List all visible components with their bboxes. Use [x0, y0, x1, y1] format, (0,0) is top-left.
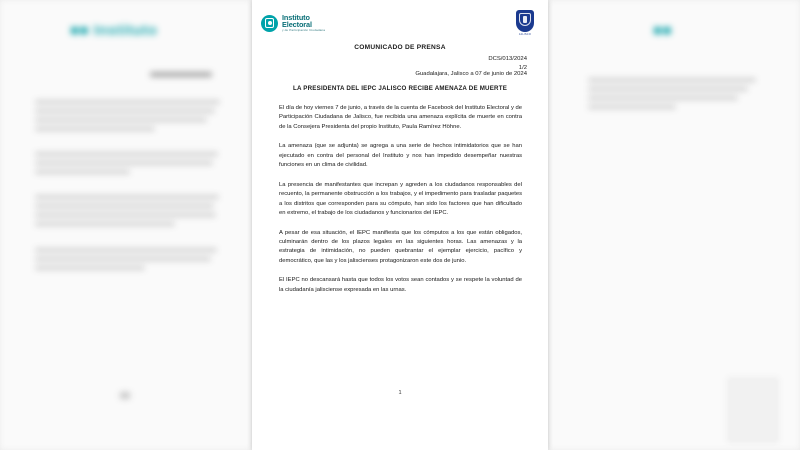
background-paragraph — [588, 78, 758, 114]
document-body — [279, 104, 522, 305]
document-reference-block — [488, 55, 527, 72]
page-number: 1 — [398, 390, 402, 396]
background-paragraph — [35, 152, 220, 179]
document-place-date: Guadalajara, Jalisco a 07 de junio de 2024 — [415, 71, 527, 77]
background-logo-icon: ■■ — [653, 22, 673, 39]
document-reference: DCS/013/2024 — [488, 56, 527, 62]
logo-line-3: y de Participación Ciudadana — [282, 28, 326, 33]
next-page-preview[interactable] — [548, 0, 800, 450]
press-release-kicker: COMUNICADO DE PRENSA — [354, 44, 446, 51]
jalisco-logo-caption: JALISCO — [518, 33, 532, 36]
body-paragraph: La amenaza (que se adjunta) se agrega a una serie de hechos intimidatorios que se han ejecutado en contra del personal del Instituto y nos han impedido desempeñar nuestras funciones en un clima de civilidad. — [279, 143, 522, 169]
background-page-number — [120, 392, 130, 399]
body-paragraph: La presencia de manifestantes que increpan y agreden a los ciudadanos responsables del recuento, la permanente obstrucción a los trabajos, y el impedimento para trasladar paquetes a los distritos que corresponden para su cómputo, han sido los factores que han dificultado en extremo, el trabajo de los ciudadanos y funcionarios del IEPC. — [279, 181, 522, 217]
body-paragraph: El IEPC no descansará hasta que todos los votos sean contados y se respete la voluntad de la ciudadanía jalisciense expresada en las urnas. — [279, 277, 522, 293]
background-paragraph — [35, 248, 220, 275]
instituto-electoral-logo — [261, 14, 325, 33]
logo-line-2: Electoral — [282, 20, 312, 30]
document-page[interactable] — [252, 0, 548, 450]
body-paragraph: El día de hoy viernes 7 de junio, a través de la cuenta de Facebook del Instituto Electoral y de Participación Ciudadana de Jalisco, fue recibida una amenaza explícita de muerte en contra de la Consejera Presidenta del propio Instituto, Paula Ramírez Höhne. — [279, 105, 522, 130]
previous-page-preview[interactable] — [0, 0, 252, 450]
background-paragraph — [35, 195, 220, 231]
body-paragraph: A pesar de esa situación, el IEPC manifiesta que los cómputos a los que están obligados, culminarán dentro de los plazos legales en las siguientes horas. Las amenazas y la estrategia de intimidación, no pueden quebrantar el ejemplar ejercicio, pacífico y democrático, que las y los jaliscienses protagonizaron este dos de junio. — [279, 229, 522, 264]
background-logo-icon: ■■ Instituto — [70, 22, 158, 39]
instituto-electoral-mark-icon — [261, 15, 278, 32]
background-attachment — [728, 378, 778, 442]
jalisco-logo — [512, 10, 538, 36]
logo-line-1: Instituto — [282, 13, 310, 22]
background-heading — [150, 72, 212, 77]
background-paragraph — [35, 100, 220, 136]
shield-icon — [516, 10, 534, 32]
document-page-of: 1/2 — [518, 64, 527, 71]
document-title: LA PRESIDENTA DEL IEPC JALISCO RECIBE AMENAZA DE MUERTE — [292, 85, 508, 92]
